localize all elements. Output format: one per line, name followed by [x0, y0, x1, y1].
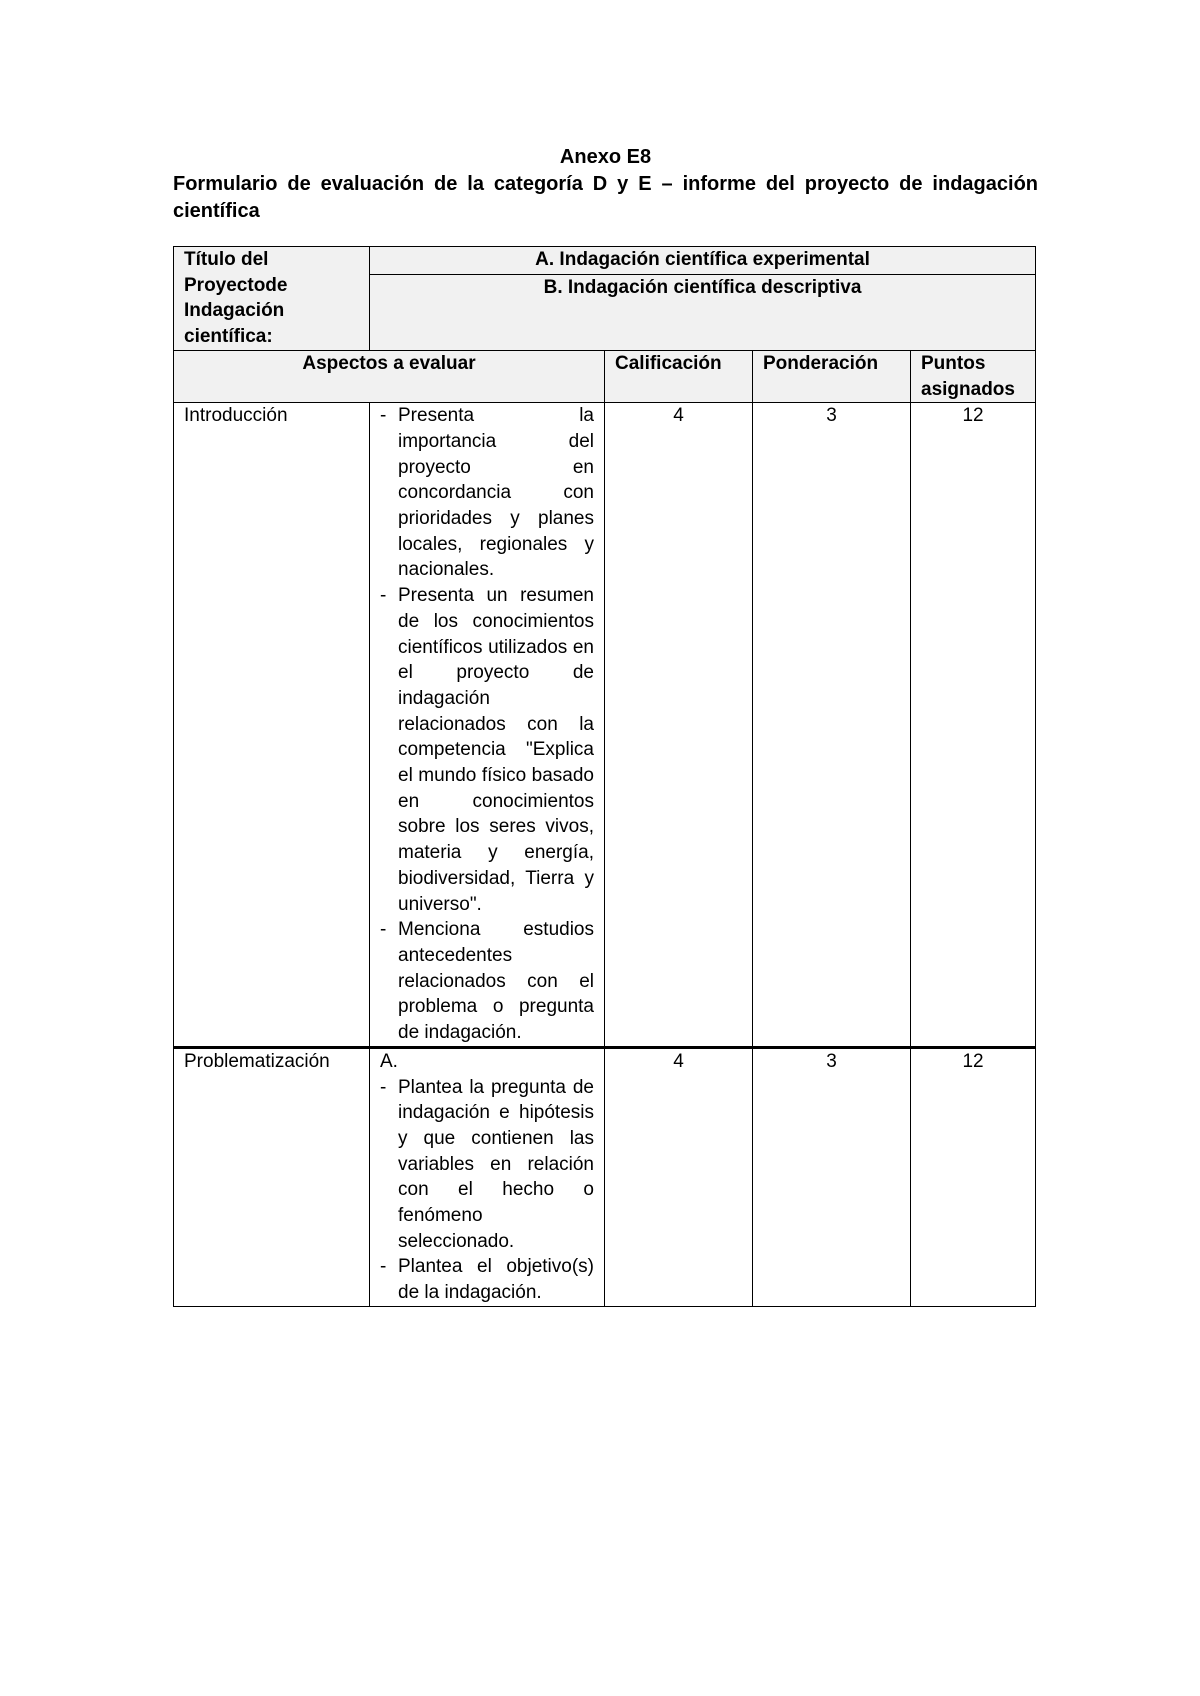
column-header-aspects: Aspectos a evaluar: [174, 350, 605, 402]
option-a-label: A. Indagación científica experimental: [535, 249, 870, 270]
table-row-introduccion: [174, 403, 1036, 1048]
annex-title: Anexo E8: [559, 146, 652, 168]
criteria-item: - Menciona estudios antecedentes relacionados con el problema o pregunta de indagación.: [380, 917, 594, 1046]
column-header-row: [174, 350, 1036, 402]
criteria-item: - Plantea la pregunta de indagación e hipótesis y que contienen las variables en relación con el hecho o fenómeno seleccionado.: [380, 1075, 594, 1255]
project-title-row: [174, 247, 1036, 275]
criteria-item: - Plantea el objetivo(s) de la indagación.: [380, 1254, 594, 1305]
form-subtitle: Formulario de evaluación de la categoría D y E – informe del proyecto de indagación científica: [173, 173, 1038, 222]
option-b-label: B. Indagación científica descriptiva: [543, 276, 862, 298]
aspect-name: Introducción: [184, 405, 288, 427]
criteria-item: - Presenta la importancia del proyecto en concordancia con prioridades y planes locales, regionales y nacionales.: [380, 403, 594, 583]
option-a-cell: [370, 247, 1036, 275]
weight-value: 3: [753, 403, 911, 1048]
document-heading: [173, 144, 1038, 225]
table-row-problematizacion: [174, 1047, 1036, 1306]
column-header-weight: Ponderación: [753, 350, 911, 402]
aspect-name: Problematización: [184, 1050, 330, 1072]
project-title-label: Título del Proyectode Indagación científica:: [174, 247, 370, 351]
points-value: 12: [911, 1047, 1036, 1306]
criteria-cell: [370, 1047, 605, 1306]
criteria-prefix: A.: [380, 1050, 398, 1072]
evaluation-table: [173, 246, 1036, 1307]
criteria-list: [380, 403, 594, 1046]
column-header-grade: Calificación: [605, 350, 753, 402]
grade-value: 4: [605, 1047, 753, 1306]
weight-value: 3: [753, 1047, 911, 1306]
option-b-cell: [370, 274, 1036, 350]
aspect-cell: [174, 403, 370, 1048]
aspect-cell: [174, 1047, 370, 1306]
points-value: 12: [911, 403, 1036, 1048]
column-header-points: Puntos asignados: [911, 350, 1036, 402]
grade-value: 4: [605, 403, 753, 1048]
criteria-cell: [370, 403, 605, 1048]
criteria-item: - Presenta un resumen de los conocimientos científicos utilizados en el proyecto de indagación relacionados con la competencia "Explica el mundo físico basado en conocimientos sobre los seres vivos, materia y energía, biodiversidad, Tierra y universo".: [380, 583, 594, 917]
criteria-list: [380, 1075, 594, 1306]
